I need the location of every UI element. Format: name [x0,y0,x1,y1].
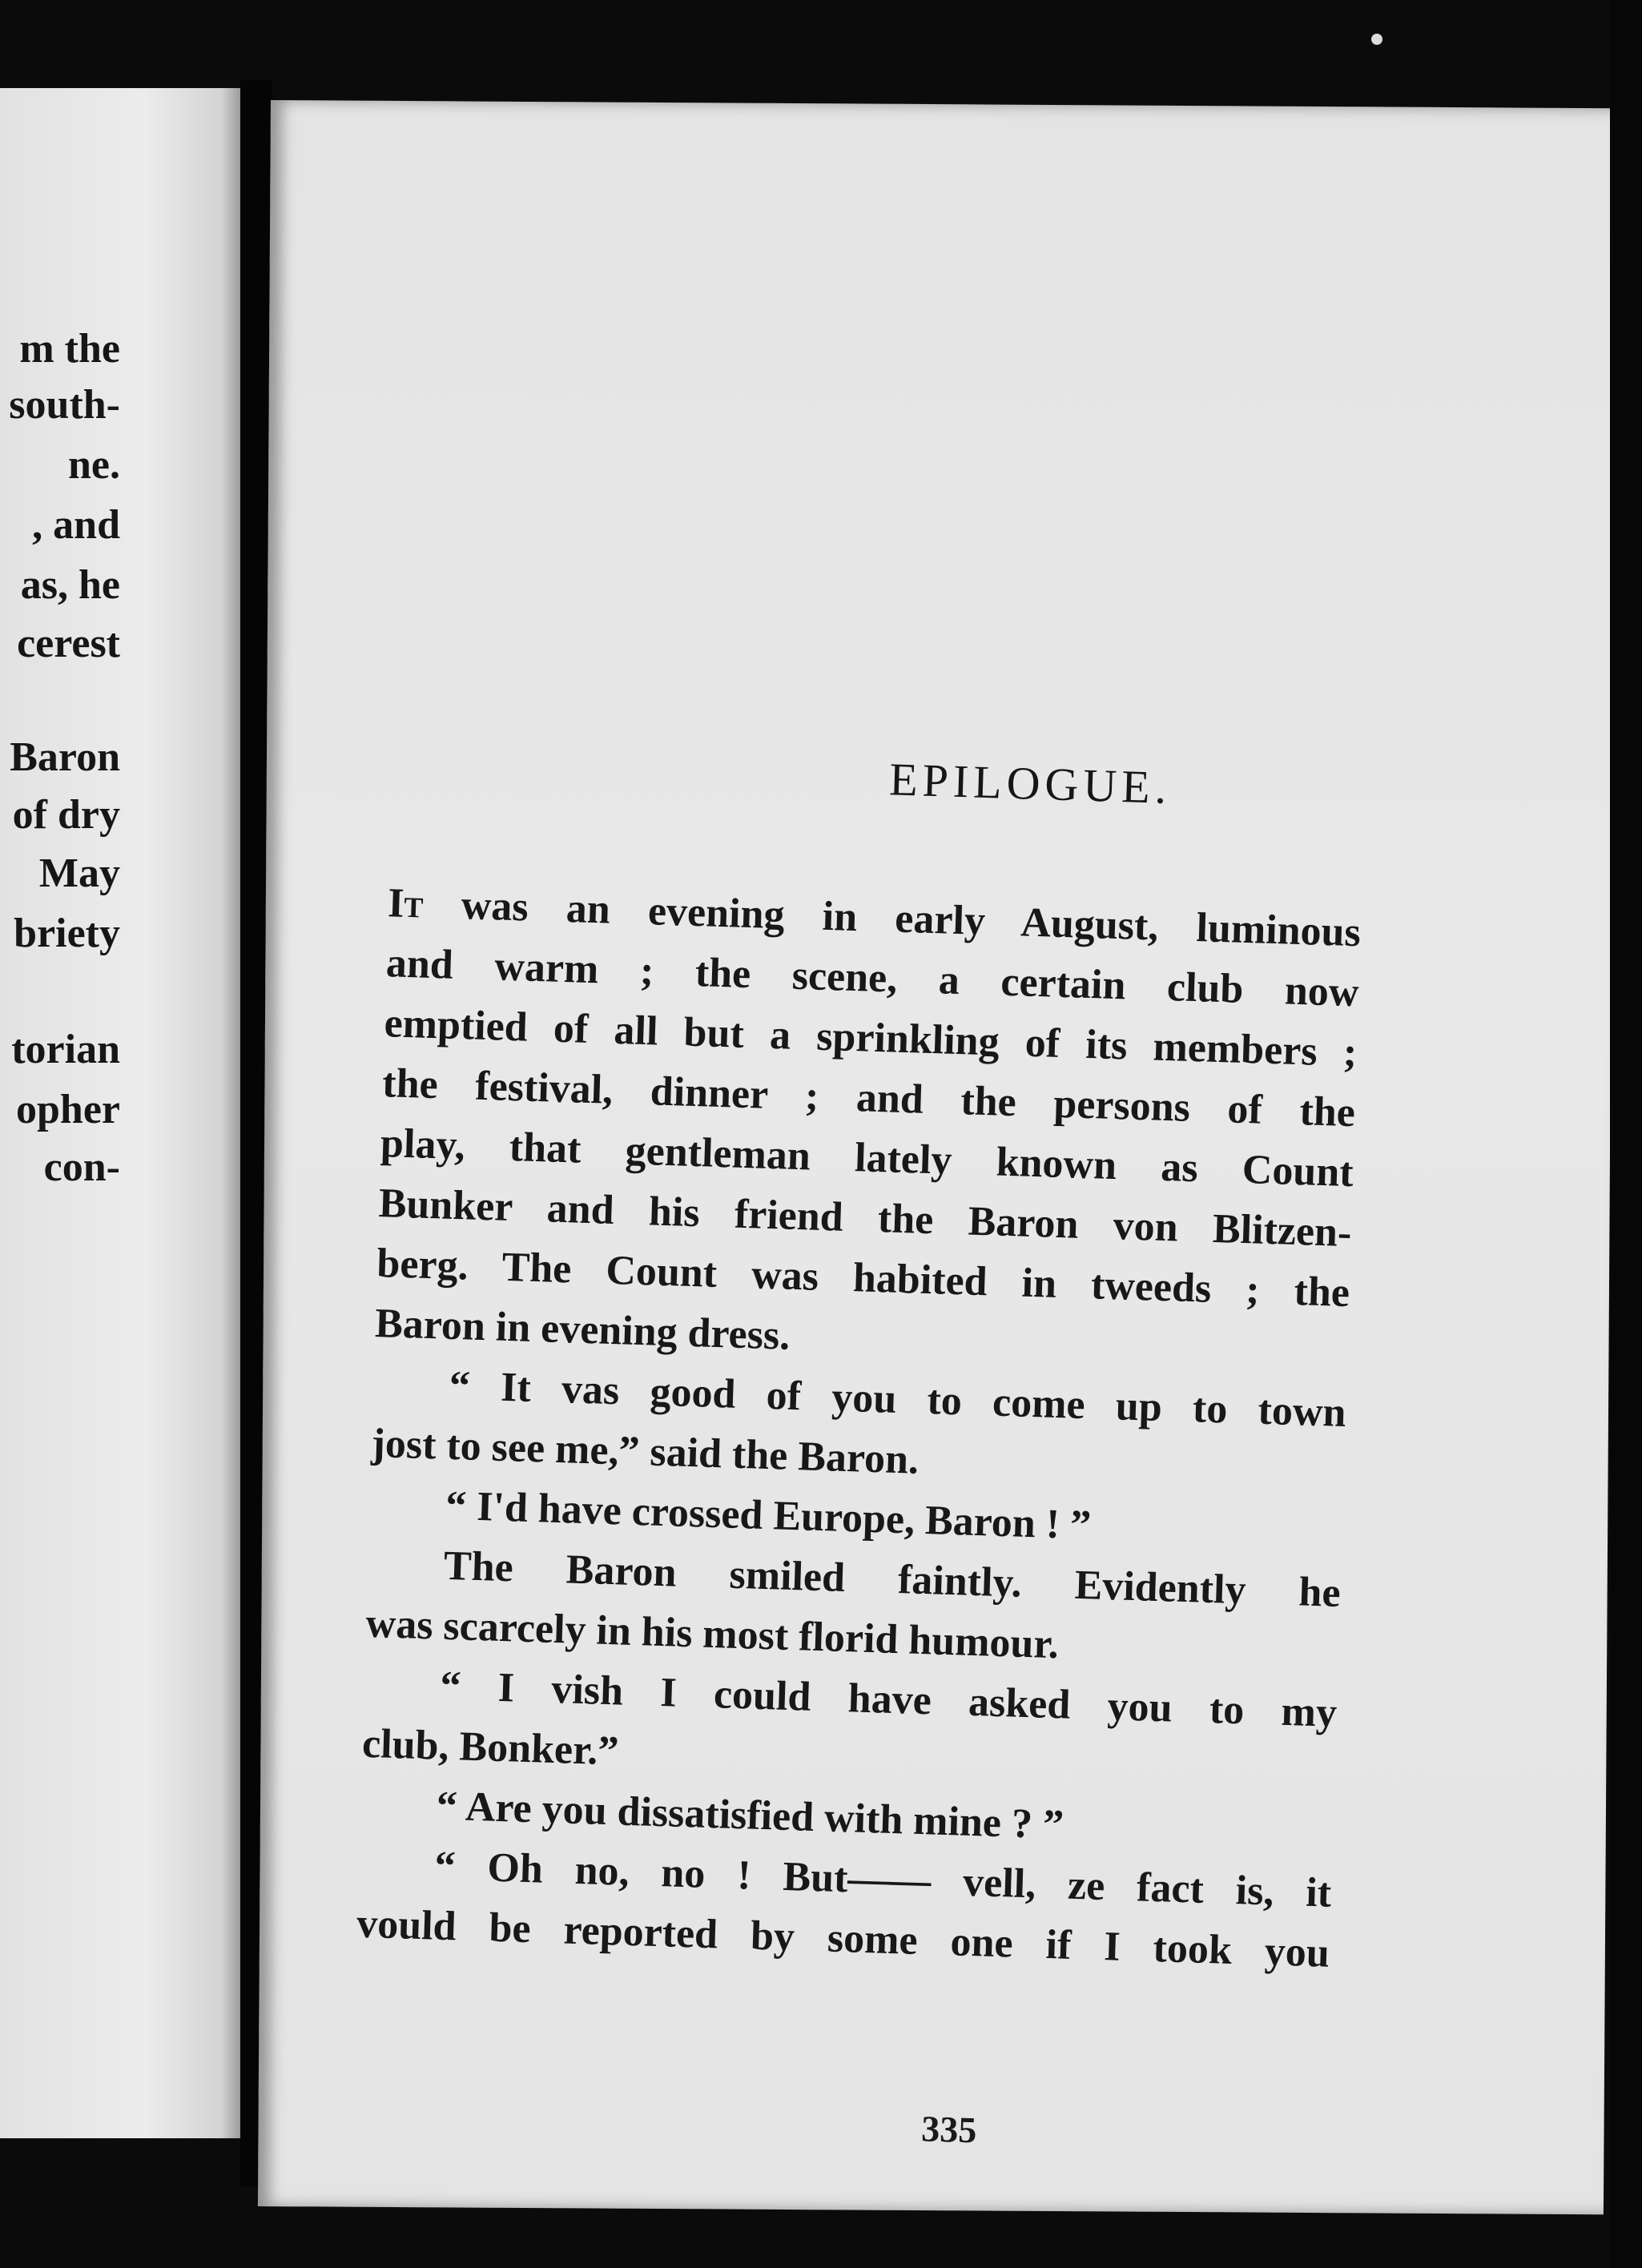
drop-word: It [387,880,425,927]
chapter-heading: EPILOGUE. [888,753,1173,814]
text-line-content: “ It vas good of you to come up to town [449,1362,1347,1437]
previous-page-text-fragment: m the [19,326,120,372]
text-line-content: “ I'd have crossed Europe, Baron ! ” [445,1482,1092,1549]
dust-speck [1371,34,1382,45]
text-line-content: the festival, dinner ; and the persons of the [381,1060,1356,1136]
previous-page-text-fragment: south- [9,382,120,428]
previous-page-text-fragment: May [38,850,120,896]
text-line-content: was an evening in early August, luminous [422,881,1362,956]
text-line-content: vould be reported by some one if I took you [356,1900,1330,1976]
text-line-content: emptied of all but a sprinkling of its members ; [383,1000,1358,1076]
text-line-content: “ I vish I could have asked you to my [439,1663,1338,1736]
text-line-content: “ Oh no, no ! But—— vell, ze fact is, it [433,1843,1332,1916]
previous-page-text-fragment: as, he [20,562,120,608]
page-number: 335 [920,2108,978,2151]
previous-page-text-fragment: cerest [17,621,120,666]
previous-page-text-fragment: ne. [68,442,120,488]
previous-page-text-fragment: , and [32,502,120,548]
text-line-content: was scarcely in his most florid humour. [364,1600,1060,1668]
text-line-content: berg. The Count was habited in tweeds ; the [376,1241,1350,1317]
page-content [234,77,1642,2223]
book-page [258,100,1616,2214]
previous-page-text-fragment: briety [14,911,120,956]
text-line-content: jost to see me,” said the Baron. [370,1420,920,1483]
text-line-content: play, that gentleman lately known as Count [380,1120,1354,1196]
text-line-content: club, Bonker.” [361,1720,620,1775]
previous-page-text-fragment: con- [43,1144,120,1190]
text-line-content: The Baron smiled faintly. Evidently he [443,1542,1342,1616]
text-line-content: Bunker and his friend the Baron von Blitzen- [377,1180,1353,1257]
text-line-content: and warm ; the scene, a certain club now [385,940,1360,1016]
scan-right-edge [1610,0,1642,2268]
text-line-content: “ Are you dissatisfied with mine ? ” [436,1783,1064,1848]
previous-page-edge [0,88,240,2138]
previous-page-text-fragment: of dry [12,792,120,838]
page-body-text [356,873,1362,1983]
text-line-content: Baron in evening dress. [374,1300,791,1359]
previous-page-text-fragment: opher [16,1087,120,1132]
previous-page-text-fragment: torian [11,1027,120,1072]
previous-page-text-fragment: Baron [10,734,120,780]
